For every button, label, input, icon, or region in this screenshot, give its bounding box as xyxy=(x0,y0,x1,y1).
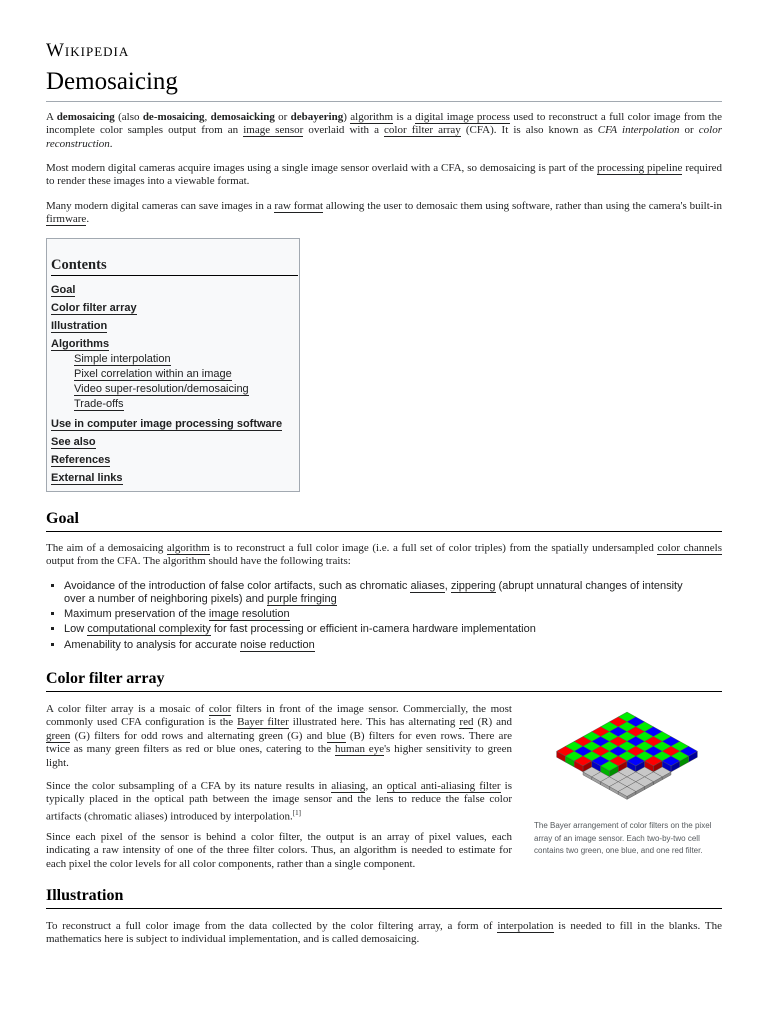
list-item xyxy=(64,623,704,636)
text-run: (R) and xyxy=(473,716,512,729)
text-run: allowing the user to demosaic them using software, rather than using the camera's built-in xyxy=(323,200,722,212)
text-run: , an xyxy=(365,780,387,792)
toc-item[interactable] xyxy=(51,338,109,350)
text-run: To reconstruct a full color image from the data collected by the color filtering array, a form of xyxy=(46,920,498,932)
toc-item[interactable] xyxy=(74,353,171,365)
toc-item[interactable] xyxy=(51,454,110,466)
toc-item-label: References xyxy=(51,453,111,466)
text-run: . xyxy=(86,213,90,226)
text-run: is a xyxy=(393,111,416,123)
inline-link[interactable]: color channels xyxy=(657,542,722,554)
toc-item[interactable] xyxy=(74,383,249,395)
inline-link[interactable]: aliasing xyxy=(331,780,366,792)
toc-item[interactable] xyxy=(51,418,282,430)
toc-item-label: Goal xyxy=(51,284,76,296)
text-run: ) xyxy=(343,111,351,123)
inline-link[interactable]: aliases xyxy=(410,580,445,592)
toc-item[interactable] xyxy=(51,302,137,314)
figure-caption: The Bayer arrangement of color filters on the pixel array of an image sensor. Each two-by-two cell contains two green, one blue, and one red filter. xyxy=(534,821,712,855)
text-run: for fast processing or efficient in-camera hardware implementation xyxy=(210,623,536,636)
intro-paragraph-2 xyxy=(46,162,722,189)
inline-link[interactable]: optical anti-aliasing filter xyxy=(386,780,501,792)
toc-item[interactable] xyxy=(51,472,123,484)
toc-item[interactable] xyxy=(51,436,96,448)
italic-term: CFA interpolation xyxy=(597,124,680,137)
goal-text xyxy=(46,542,722,569)
section-heading-color-filter-array: Color filter array xyxy=(46,670,722,692)
text-run: Since the color subsampling of a CFA by its nature results in xyxy=(46,780,332,792)
italic-term: color reconstruction xyxy=(46,124,723,150)
inline-link[interactable]: digital image process xyxy=(415,111,510,123)
goal-traits-list xyxy=(46,580,704,654)
intro-paragraph-3 xyxy=(46,200,722,227)
toc-item-label: Video super-resolution/demosaicing xyxy=(74,383,249,396)
intro-text-3 xyxy=(46,200,722,227)
inline-link[interactable]: algorithm xyxy=(166,542,210,554)
intro-text-1 xyxy=(46,111,722,151)
toc-item-label: Use in computer image processing software xyxy=(51,417,283,430)
text-run: (G) filters for odd rows and alternating green (G) and xyxy=(70,729,327,742)
inline-link[interactable]: raw format xyxy=(274,200,324,212)
inline-link[interactable]: computational complexity xyxy=(87,623,211,636)
text-run: used to reconstruct a full color image from the incomplete color samples output from an xyxy=(46,111,722,137)
inline-link[interactable]: human eye xyxy=(335,743,385,756)
text-run: required to render these images into a viewable format. xyxy=(46,162,722,188)
goal-paragraph xyxy=(46,542,722,569)
cfa-text-1 xyxy=(46,703,512,770)
text-run: 's higher sensitivity to green light. xyxy=(46,743,512,769)
list-item xyxy=(64,639,704,652)
toc-title: Contents xyxy=(51,257,298,276)
text-run: is typically placed in the optical path between the image sensor and the lens to reduce the false color artifacts (chromatic aliases) introduced by interpolation. xyxy=(46,780,512,823)
bold-term: de-mosaicing xyxy=(142,111,205,123)
text-run: output from the CFA. The algorithm should have the following traits: xyxy=(46,555,351,568)
toc-item-label: Illustration xyxy=(51,320,108,332)
inline-link[interactable]: Bayer filter xyxy=(237,716,289,729)
table-of-contents xyxy=(46,238,300,492)
toc-item[interactable] xyxy=(51,284,75,296)
text-run: Maximum preservation of the xyxy=(64,608,209,621)
text-run: The aim of a demosaicing xyxy=(46,542,167,554)
toc-item[interactable] xyxy=(51,320,107,332)
inline-link[interactable]: firmware xyxy=(46,213,87,226)
text-run: A xyxy=(46,111,57,123)
intro-paragraph-1 xyxy=(46,111,722,151)
text-run: A color filter array is a mosaic of xyxy=(46,703,209,715)
toc-item-label: External links xyxy=(51,471,123,484)
wikipedia-wordmark[interactable]: Wikipedia xyxy=(46,40,130,61)
cfa-text-2 xyxy=(46,780,512,824)
section-heading-illustration: Illustration xyxy=(46,887,722,909)
cfa-paragraph-1 xyxy=(46,703,512,770)
toc-item[interactable] xyxy=(74,368,232,380)
text-run: Amenability to analysis for accurate xyxy=(64,638,241,651)
inline-link[interactable]: blue xyxy=(326,729,346,742)
text-run: is needed to fill in the blanks. The mathematics here is subject to individual implementation, and is called demosaicing. xyxy=(46,920,722,946)
cfa-paragraph-2 xyxy=(46,780,512,824)
inline-link[interactable]: processing pipeline xyxy=(597,162,683,174)
cfa-text-3 xyxy=(46,831,512,871)
list-item xyxy=(64,608,704,621)
text-run: (B) filters for even rows. There are twice as many green filters as red or blue ones, catering to the xyxy=(46,729,512,756)
inline-link[interactable]: purple fringing xyxy=(267,593,337,605)
toc-item[interactable] xyxy=(74,398,124,410)
text-run: (CFA). It is also known as xyxy=(460,124,598,137)
toc-item-label: Pixel correlation within an image xyxy=(74,367,232,380)
text-run: . xyxy=(109,137,113,150)
text-run: filters in front of the image sensor. Commercially, the most commonly used CFA configuration is the xyxy=(46,703,512,729)
inline-link[interactable]: color filter array xyxy=(384,124,461,137)
text-run: Low xyxy=(64,623,88,636)
text-run: (abrupt unnatural changes of intensity over a number of neighboring pixels) and xyxy=(64,580,683,605)
intro-text-2 xyxy=(46,162,722,189)
bold-term: debayering xyxy=(290,111,344,123)
inline-link[interactable]: interpolation xyxy=(497,920,554,932)
inline-link[interactable]: red xyxy=(459,716,474,729)
text-run: is to reconstruct a full color image (i.e. a full set of color triples) from the spatially undersampled xyxy=(209,542,658,554)
toc-item-label: Trade-offs xyxy=(74,398,124,411)
toc-item-label: Color filter array xyxy=(51,302,137,314)
bold-term: demosaicking xyxy=(210,111,275,123)
inline-link[interactable]: color xyxy=(208,703,232,715)
citation-link[interactable]: [1] xyxy=(292,808,301,817)
text-run: Most modern digital cameras acquire images using a single image sensor overlaid with a CFA, so demosaicing is part of the xyxy=(46,162,598,174)
toc-item-label: Algorithms xyxy=(51,338,110,350)
inline-link[interactable]: green xyxy=(46,729,71,742)
text-run: illustrated here. This has alternating xyxy=(288,716,460,729)
illustration-paragraph xyxy=(46,920,722,947)
inline-link[interactable]: image resolution xyxy=(208,608,290,621)
bold-term: demosaicing xyxy=(56,111,115,123)
toc-item-label: Simple interpolation xyxy=(74,352,171,365)
text-run: , xyxy=(204,111,211,123)
inline-link[interactable]: zippering xyxy=(450,580,496,592)
inline-link[interactable]: algorithm xyxy=(350,111,394,123)
text-run: Avoidance of the introduction of false color artifacts, such as chromatic xyxy=(64,580,411,592)
toc-item-label: See also xyxy=(51,435,96,448)
section-heading-goal: Goal xyxy=(46,510,722,532)
text-run: overlaid with a xyxy=(303,124,385,137)
page-title: Demosaicing xyxy=(46,66,722,102)
text-run: , xyxy=(444,580,451,592)
illustration-text xyxy=(46,920,722,947)
text-run: or xyxy=(274,111,291,123)
text-run: Since each pixel of the sensor is behind a color filter, the output is an array of pixel values, each indicating a raw intensity of one of the three filter colors. Thus, an algorithm is needed to estimate for each pixel the color levels for all color components, rather than a single component. xyxy=(46,831,512,870)
cfa-paragraph-3 xyxy=(46,831,512,871)
text-run: (also xyxy=(114,111,143,123)
text-run: Many modern digital cameras can save images in a xyxy=(46,200,275,212)
inline-link[interactable]: image sensor xyxy=(243,124,304,137)
list-item xyxy=(64,580,704,606)
inline-link[interactable]: noise reduction xyxy=(240,638,315,651)
text-run: or xyxy=(679,124,699,137)
bayer-filter-figure[interactable] xyxy=(531,700,723,810)
bayer-pattern-image[interactable] xyxy=(531,700,723,805)
